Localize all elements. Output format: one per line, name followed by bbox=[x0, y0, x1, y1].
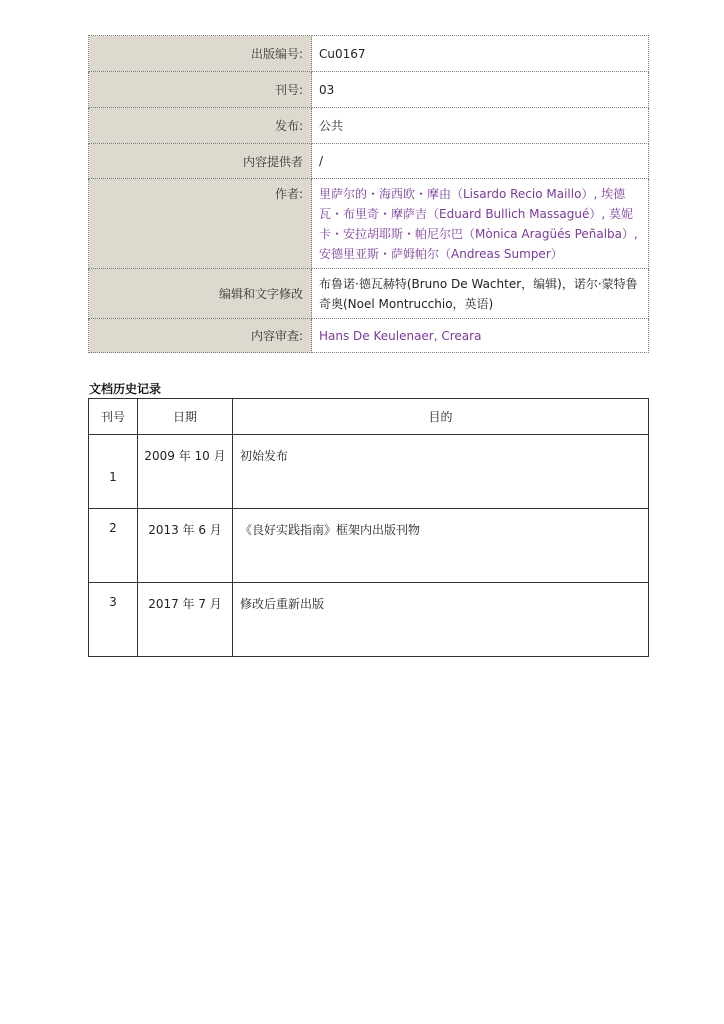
header-issue: 刊号 bbox=[89, 399, 138, 435]
editing-label: 编辑和文字修改 bbox=[89, 269, 312, 319]
history-row bbox=[89, 583, 649, 657]
history-issue: 3 bbox=[89, 583, 138, 657]
history-purpose: 修改后重新出版 bbox=[233, 583, 649, 657]
document-metadata-table bbox=[88, 35, 649, 353]
history-purpose: 《良好实践指南》框架内出版刊物 bbox=[233, 509, 649, 583]
history-row bbox=[89, 435, 649, 509]
authors-label: 作者: bbox=[89, 179, 312, 269]
publication-number-label: 出版编号: bbox=[89, 36, 312, 72]
editing-value: 布鲁诺·德瓦赫特(Bruno De Wachter，编辑)，诺尔·蒙特鲁奇奥(Noel Montrucchio，英语) bbox=[312, 269, 649, 319]
metadata-row-release bbox=[89, 108, 649, 144]
history-date: 2017 年 7 月 bbox=[138, 583, 233, 657]
history-date: 2013 年 6 月 bbox=[138, 509, 233, 583]
content-review-value: Hans De Keulenaer, Creara bbox=[312, 319, 649, 353]
history-row bbox=[89, 509, 649, 583]
history-section-title: 文档历史记录 bbox=[89, 382, 162, 396]
authors-value: 里萨尔的・海西欧・摩由（Lisardo Recio Maillo）, 埃德瓦・布里奇・摩萨吉（Eduard Bullich Massagué）, 莫妮卡・安拉胡耶斯・帕尼尔巴（Mònica Aragüés Peñalba）, 安德里亚斯・萨姆帕尔（Andreas Sumper） bbox=[312, 179, 649, 269]
publication-number-value: Cu0167 bbox=[312, 36, 649, 72]
metadata-row-publication-number bbox=[89, 36, 649, 72]
release-value: 公共 bbox=[312, 108, 649, 144]
content-review-label: 内容审查: bbox=[89, 319, 312, 353]
header-date: 日期 bbox=[138, 399, 233, 435]
metadata-row-editing bbox=[89, 269, 649, 319]
metadata-row-issue bbox=[89, 72, 649, 108]
history-issue: 1 bbox=[89, 435, 138, 509]
metadata-row-content-review bbox=[89, 319, 649, 353]
release-label: 发布: bbox=[89, 108, 312, 144]
content-provider-value: / bbox=[312, 144, 649, 179]
history-issue: 2 bbox=[89, 509, 138, 583]
header-purpose: 目的 bbox=[233, 399, 649, 435]
metadata-row-authors bbox=[89, 179, 649, 269]
content-provider-label: 内容提供者 bbox=[89, 144, 312, 179]
metadata-row-content-provider bbox=[89, 144, 649, 179]
history-date: 2009 年 10 月 bbox=[138, 435, 233, 509]
history-purpose: 初始发布 bbox=[233, 435, 649, 509]
issue-label: 刊号: bbox=[89, 72, 312, 108]
history-header-row bbox=[89, 399, 649, 435]
issue-value: 03 bbox=[312, 72, 649, 108]
document-history-table bbox=[88, 398, 649, 657]
